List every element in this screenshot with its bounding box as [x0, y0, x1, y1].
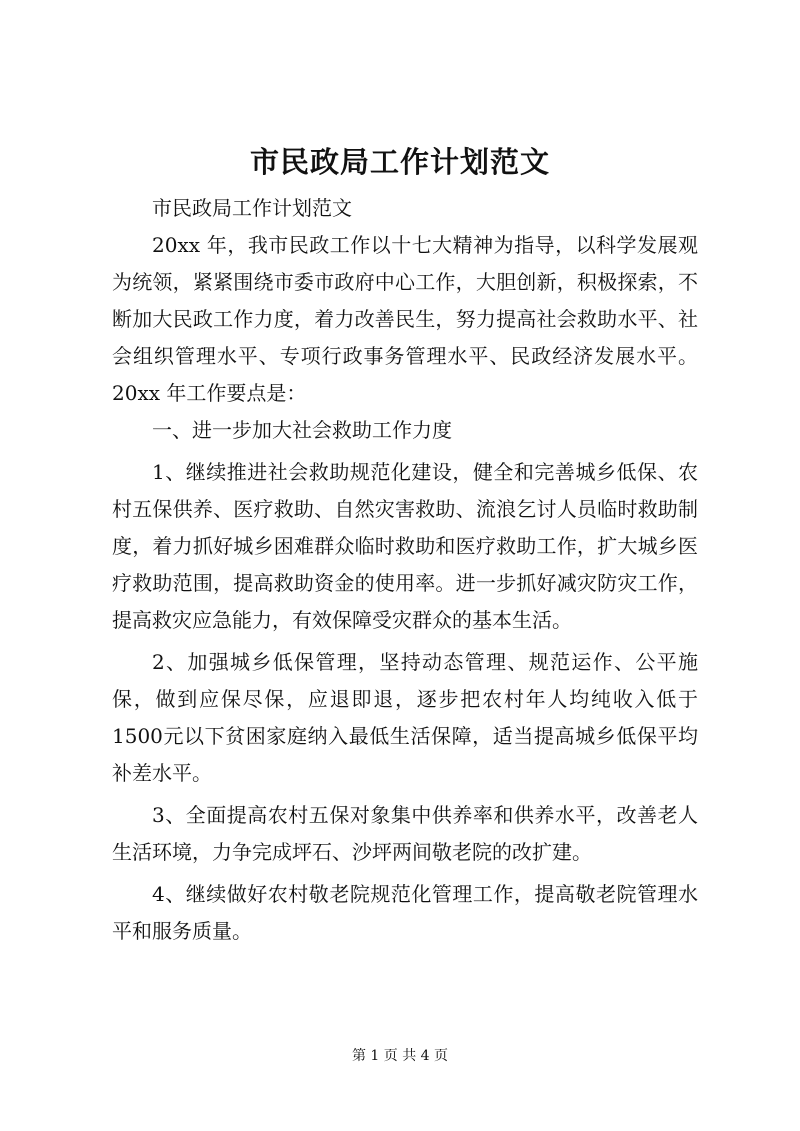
section-heading: 一、进一步加大社会救助工作力度	[152, 418, 452, 442]
paragraph-item-4: 4、继续做好农村敬老院规范化管理工作，提高敬老院管理水平和服务质量。	[112, 882, 698, 943]
paragraph-item-3: 3、全面提高农村五保对象集中供养率和供养水平，改善老人生活环境，力争完成坪石、沙坪两间敬老院的改扩建。	[112, 803, 698, 864]
document-title: 市民政局工作计划范文	[249, 145, 550, 179]
document-body	[112, 190, 698, 950]
paragraph-intro: 20xx 年，我市民政工作以十七大精神为指导，以科学发展观为统领，紧紧围绕市委市政府中心工作，大胆创新，积极探索，不断加大民政工作力度，着力改善民生，努力提高社会救助水平、社会组织管理水平、专项行政事务管理水平、民政经济发展水平。20xx 年工作要点是：	[112, 233, 698, 405]
paragraph-item-1: 1、继续推进社会救助规范化建设，健全和完善城乡低保、农村五保供养、医疗救助、自然灾害救助、流浪乞讨人员临时救助制度，着力抓好城乡困难群众临时救助和医疗救助工作，扩大城乡医疗救助范围，提高救助资金的使用率。进一步抓好减灾防灾工作，提高救灾应急能力，有效保障受灾群众的基本生活。	[112, 460, 698, 632]
paragraph-subtitle: 市民政局工作计划范文	[152, 196, 352, 220]
page-number-footer: 第 1 页 共 4 页	[351, 1048, 449, 1064]
paragraph-item-2: 2、加强城乡低保管理，坚持动态管理、规范运作、公平施保，做到应保尽保，应退即退，逐步把农村年人均纯收入低于1500元以下贫困家庭纳入最低生活保障，适当提高城乡低保平均补差水平。	[112, 650, 698, 785]
